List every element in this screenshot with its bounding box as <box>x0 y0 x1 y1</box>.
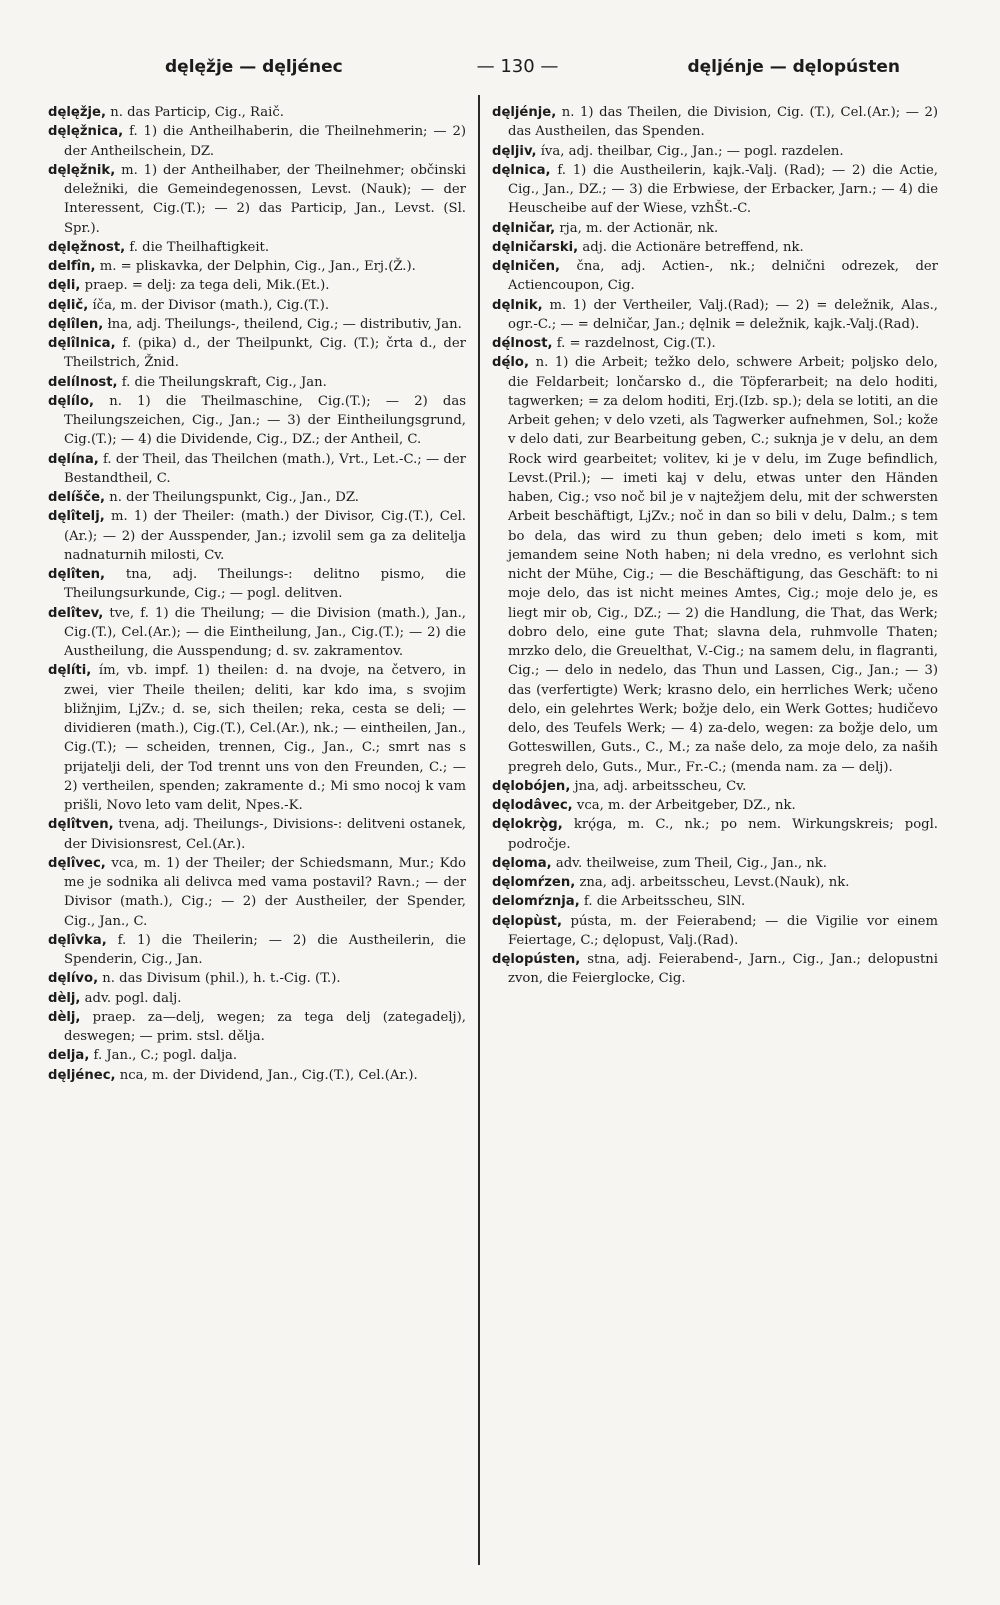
entry-definition: n. 1) die Arbeit; težko delo, schwere Arbeit; poljsko delo, die Feldarbeit; lončarsko d., die Töpferarbeit; na delo hoditi, tagwerken; = za delom hoditi, Erj.(Izb. sp.); dela se lotiti, an die Arbeit gehen; v delo vzeti, als Tagwerker aufnehmen, Sol.; kože v delo dati, zur Bearbeitung geben, C.; suknja je v delu, an dem Rock wird gearbeitet; volitev, ki je v delu, im Zuge befindlich, Levst.(Pril.); — imeti kaj v delu, etwas unter den Händen haben, Cig.; vso noč bil je v najtežjem delu, mit der schwersten Arbeit beschäftigt, LjZv.; noč in dan so bili v delu, Dalm.; s tem bo dela, das wird zu thun geben; delo imeti s kom, mit jemandem seine Noth haben; ni dela vredno, es verlohnt sich nicht der Mühe, Cig.; — die Beschäftigung, das Geschäft: to ni moje delo, das ist nicht meines Amtes, Cig.; moje delo je, es liegt mir ob, Cig., DZ.; — 2) die Handlung, die That, das Werk; dobro delo, eine gute That; slavna dela, ruhmvolle Thaten; mrzko delo, die Greuelthat, V.-Cig.; na samem delu, in flagranti, Cig.; — delo in nedelo, das Thun und Lassen, Cig., Jan.; — 3) das (verfertigte) Werk; krasno delo, ein herrliches Werk; učeno delo, ein gelehrtes Werk; božje delo, ein Werk Gottes; hudičevo delo, des Teufels Werk; — 4) za-delo, wegen: za božje delo, um Gotteswillen, Guts., C., M.; za naše delo, za moje delo, za naših pregreh delo, Guts., Mur., Fr.-C.; (menda nam. za — delj). <box>508 355 938 775</box>
entry-headword: dęlobójen, <box>492 778 571 794</box>
dictionary-entry <box>492 950 938 989</box>
entry-headword: dęlopústen, <box>492 952 581 967</box>
entry-definition: tve, f. 1) die Theilung; — die Division (math.), Jan., Cig.(T.), Cel.(Ar.); — die Eintheilung, Jan., Cig.(T.); — 2) die Austheilung, die Ausspendung; d. sv. zakramentov. <box>64 605 466 659</box>
dictionary-entry <box>48 661 466 815</box>
entry-headword: dę́lnost, <box>492 336 553 351</box>
dictionary-entry <box>48 161 466 238</box>
entry-definition: adv. pogl. dalj. <box>84 990 182 1006</box>
entry-definition: m. 1) der Theiler: (math.) der Divisor, Cig.(T.), Cel.(Ar.); — 2) der Ausspender, Jan.; izvolil sem ga za delitelja nadnaturnih milosti, Cv. <box>64 509 466 563</box>
dictionary-entry <box>48 122 466 161</box>
entry-headword: dęlničar, <box>492 220 556 236</box>
header-right-guideword: dęljénje — dęlopústen <box>687 57 900 77</box>
entry-definition: praep. = delj: za tega deli, Mik.(Et.). <box>84 278 330 294</box>
dictionary-entry <box>492 815 938 854</box>
entry-definition: adv. theilweise, zum Theil, Cig., Jan., nk. <box>555 855 827 871</box>
dictionary-entry <box>48 1066 466 1085</box>
entry-definition: f. (pika) d., der Theilpunkt, Cig. (T.); črta d., der Theilstrich, Žnid. <box>64 336 466 371</box>
dictionary-entry <box>492 873 938 892</box>
entry-headword: dęljénje, <box>492 105 557 120</box>
dictionary-entry <box>48 238 466 257</box>
entry-definition: n. der Theilungspunkt, Cig., Jan., DZ. <box>109 490 359 505</box>
dictionary-entry <box>48 488 466 507</box>
dictionary-entry <box>492 334 938 353</box>
page-number: — 130 — <box>476 56 559 77</box>
header-left-guideword: dęlęžje — dęljénec <box>165 57 343 77</box>
entry-headword: dęlęžje, <box>48 105 106 120</box>
entry-headword: dęlopùst, <box>492 913 562 929</box>
entry-definition: m. = pliskavka, der Delphin, Cig., Jan., Erj.(Ž.). <box>99 259 416 274</box>
entry-definition: adj. die Actionäre betreffend, nk. <box>582 239 804 255</box>
dictionary-entry <box>492 161 938 219</box>
dictionary-entry <box>48 604 466 662</box>
entry-definition: m. 1) der Antheilhaber, der Theilnehmer; občinski deležniki, die Gemeindegenossen, Levst. (Nauk); — der Interessent, Cig.(T.); — 2) das Particip, Jan., Levst. (Sl. Spr.). <box>64 162 466 236</box>
dictionary-entry <box>48 854 466 931</box>
entry-definition: čna, adj. Actien-, nk.; delnični odrezek, der Actiencoupon, Cig. <box>508 259 938 294</box>
entry-headword: dęlęžnik, <box>48 162 116 178</box>
dictionary-entry <box>48 989 466 1008</box>
entry-definition: pústa, m. der Feierabend; — die Vigilie vor einem Feiertage, C.; dęlopust, Valj.(Rad). <box>508 913 938 948</box>
dictionary-entry <box>48 276 466 295</box>
dictionary-entry <box>48 1046 466 1065</box>
dictionary-entry <box>492 238 938 257</box>
entry-headword: dęli, <box>48 278 81 294</box>
entry-headword: dèlj, <box>48 990 81 1006</box>
dictionary-entry <box>492 219 938 238</box>
dictionary-entry <box>48 392 466 450</box>
dictionary-entry <box>48 296 466 315</box>
entry-headword: delíšče, <box>48 490 106 505</box>
dictionary-entry <box>492 257 938 296</box>
entry-headword: dęlívo, <box>48 971 99 987</box>
dictionary-entry <box>492 777 938 796</box>
column-divider <box>478 95 480 1565</box>
entry-headword: dęlnica, <box>492 162 551 178</box>
dictionary-entry <box>492 796 938 815</box>
dictionary-entry <box>492 892 938 911</box>
entry-definition: f. der Theil, das Theilchen (math.), Vrt., Let.-C.; — der Bestandtheil, C. <box>64 451 466 486</box>
dictionary-entry <box>48 931 466 970</box>
dictionary-entry <box>48 334 466 373</box>
entry-definition: jna, adj. arbeitsscheu, Cv. <box>574 778 747 794</box>
entry-headword: dęlína, <box>48 451 99 467</box>
entry-headword: dęlîlen, <box>48 316 104 332</box>
entry-definition: f. = razdelnost, Cig.(T.). <box>556 336 716 351</box>
entry-definition: tvena, adj. Theilungs-, Divisions-: delitveni ostanek, der Divisionsrest, Cel.(Ar.). <box>64 817 467 852</box>
entry-headword: dę́lo, <box>492 355 529 371</box>
entry-definition: f. 1) die Theilerin; — 2) die Austheilerin, die Spenderin, Cig., Jan. <box>64 932 466 967</box>
entry-headword: delfîn, <box>48 259 96 274</box>
entry-definition: f. die Arbeitsscheu, SlN. <box>583 894 746 910</box>
dictionary-entry <box>48 373 466 392</box>
entry-definition: íča, m. der Divisor (math.), Cig.(T.). <box>92 297 330 313</box>
dictionary-entry <box>48 815 466 854</box>
entry-definition: zna, adj. arbeitsscheu, Levst.(Nauk), nk. <box>579 875 850 890</box>
dictionary-entry <box>48 565 466 604</box>
dictionary-entry <box>48 969 466 988</box>
entry-definition: f. die Theilhaftigkeit. <box>129 239 270 255</box>
dictionary-entry <box>492 296 938 335</box>
entry-headword: dęloma, <box>492 855 552 871</box>
dictionary-entry <box>48 507 466 565</box>
entry-headword: dęlîlnica, <box>48 336 116 351</box>
entry-headword: dęlílo, <box>48 393 95 409</box>
entry-headword: dęljénec, <box>48 1067 116 1083</box>
entry-headword: dèlj, <box>48 1009 81 1025</box>
entry-definition: f. Jan., C.; pogl. dalja. <box>93 1048 238 1064</box>
dictionary-entry <box>48 103 466 122</box>
entry-definition: krǫ́ga, m. C., nk.; po nem. Wirkungskreis; pogl. področje. <box>508 817 939 852</box>
entry-definition: m. 1) der Vertheiler, Valj.(Rad); — 2) = deležnik, Alas., ogr.-C.; — = delničar, Jan.; dęlnik = deležnik, kajk.-Valj.(Rad). <box>508 297 938 332</box>
entry-headword: dęlokrǫ̀g, <box>492 817 563 833</box>
left-column <box>48 103 466 1085</box>
dictionary-entry <box>48 315 466 334</box>
entry-definition: vca, m. der Arbeitgeber, DZ., nk. <box>576 798 796 813</box>
entry-headword: dęlîten, <box>48 567 106 582</box>
dictionary-entry <box>48 450 466 489</box>
dictionary-entry <box>492 912 938 951</box>
dictionary-entry <box>48 257 466 276</box>
entry-headword: dęlîtven, <box>48 817 114 833</box>
entry-definition: tna, adj. Theilungs-: delitno pismo, die Theilungsurkunde, Cig.; — pogl. delitven. <box>64 567 466 602</box>
entry-headword: dęlničarski, <box>492 239 579 255</box>
entry-definition: łna, adj. Theilungs-, theilend, Cig.; — distributiv, Jan. <box>107 316 462 332</box>
page-header <box>60 56 960 86</box>
entry-definition: íva, adj. theilbar, Cig., Jan.; — pogl. razdelen. <box>540 143 844 159</box>
entry-headword: dęlničen, <box>492 259 560 274</box>
entry-headword: delja, <box>48 1048 90 1064</box>
entry-definition: f. 1) die Antheilhaberin, die Theilnehmerin; — 2) der Antheilschein, DZ. <box>64 124 466 159</box>
dictionary-entry <box>492 854 938 873</box>
entry-headword: dęlîvka, <box>48 932 107 948</box>
entry-headword: delomŕznja, <box>492 894 580 910</box>
entry-definition: f. 1) die Austheilerin, kajk.-Valj. (Rad); — 2) die Actie, Cig., Jan., DZ.; — 3) die Erbwiese, der Erbacker, Jarn.; — 4) die Heuscheibe auf der Wiese, vzhŠt.-C. <box>508 162 938 217</box>
dictionary-entry <box>48 1008 466 1047</box>
entry-definition: n. das Divisum (phil.), h. t.-Cig. (T.). <box>102 971 341 987</box>
entry-definition: nca, m. der Dividend, Jan., Cig.(T.), Cel.(Ar.). <box>119 1067 418 1083</box>
entry-definition: rja, m. der Actionär, nk. <box>559 220 719 236</box>
entry-headword: dęlęžnost, <box>48 239 126 255</box>
entry-headword: dęlîvec, <box>48 855 106 871</box>
entry-headword: delílnost, <box>48 374 118 390</box>
dictionary-entry <box>492 103 938 142</box>
entry-headword: dęlič, <box>48 297 89 313</box>
entry-headword: dęlnik, <box>492 297 543 313</box>
entry-definition: praep. za—delj, wegen; za tega delj (zategadelj), deswegen; — prim. stsl. dělja. <box>64 1009 466 1044</box>
entry-headword: dęlodâvec, <box>492 798 573 813</box>
entry-definition: n. das Particip, Cig., Raič. <box>110 105 284 120</box>
entry-definition: vca, m. 1) der Theiler; der Schiedsmann, Mur.; Kdo me je sodnika ali delivca med vama postavil? Ravn.; — der Divisor (math.), Cig.; — 2) der Austheiler, der Spender, Cig., Jan., C. <box>64 855 466 929</box>
entry-headword: dęlęžnica, <box>48 124 124 140</box>
entry-definition: n. 1) das Theilen, die Division, Cig. (T.), Cel.(Ar.); — 2) das Austheilen, das Spenden. <box>508 105 938 140</box>
entry-definition: f. die Theilungskraft, Cig., Jan. <box>121 374 327 390</box>
entry-headword: dęlomŕzen, <box>492 875 576 890</box>
entry-headword: dęljiv, <box>492 143 537 159</box>
entry-definition: stna, adj. Feierabend-, Jarn., Cig., Jan.; delopustni zvon, die Feierglocke, Cig. <box>508 952 938 987</box>
dictionary-entry <box>492 353 938 777</box>
entry-definition: ím, vb. impf. 1) theilen: d. na dvoje, na četvero, in zwei, vier Theile theilen; deliti, kar kdo ima, s svojim bližnjim, LjZv.; d. se, sich theilen; reka, cesta se deli; — dividieren (math.), Cig.(T.), Cel.(Ar.), nk.; — eintheilen, Jan., Cig.(T.); — scheiden, trennen, Cig., Jan., C.; smrt nas s prijatelji deli, der Tod trennt uns von den Freunden, C.; — 2) vertheilen, spenden; zakramente d.; Mi smo nocoj k vam prišli, Novo leto vam delit, Npes.-K. <box>64 663 466 813</box>
dictionary-entry <box>492 142 938 161</box>
entry-headword: dęlîtelj, <box>48 509 105 525</box>
entry-headword: dęlíti, <box>48 663 92 679</box>
entry-definition: n. 1) die Theilmaschine, Cig.(T.); — 2) das Theilungszeichen, Cig., Jan.; — 3) der Eintheilungsgrund, Cig.(T.); — 4) die Dividende, Cig., DZ.; der Antheil, C. <box>64 393 466 448</box>
entry-headword: delîtev, <box>48 605 104 621</box>
right-column <box>492 103 938 989</box>
